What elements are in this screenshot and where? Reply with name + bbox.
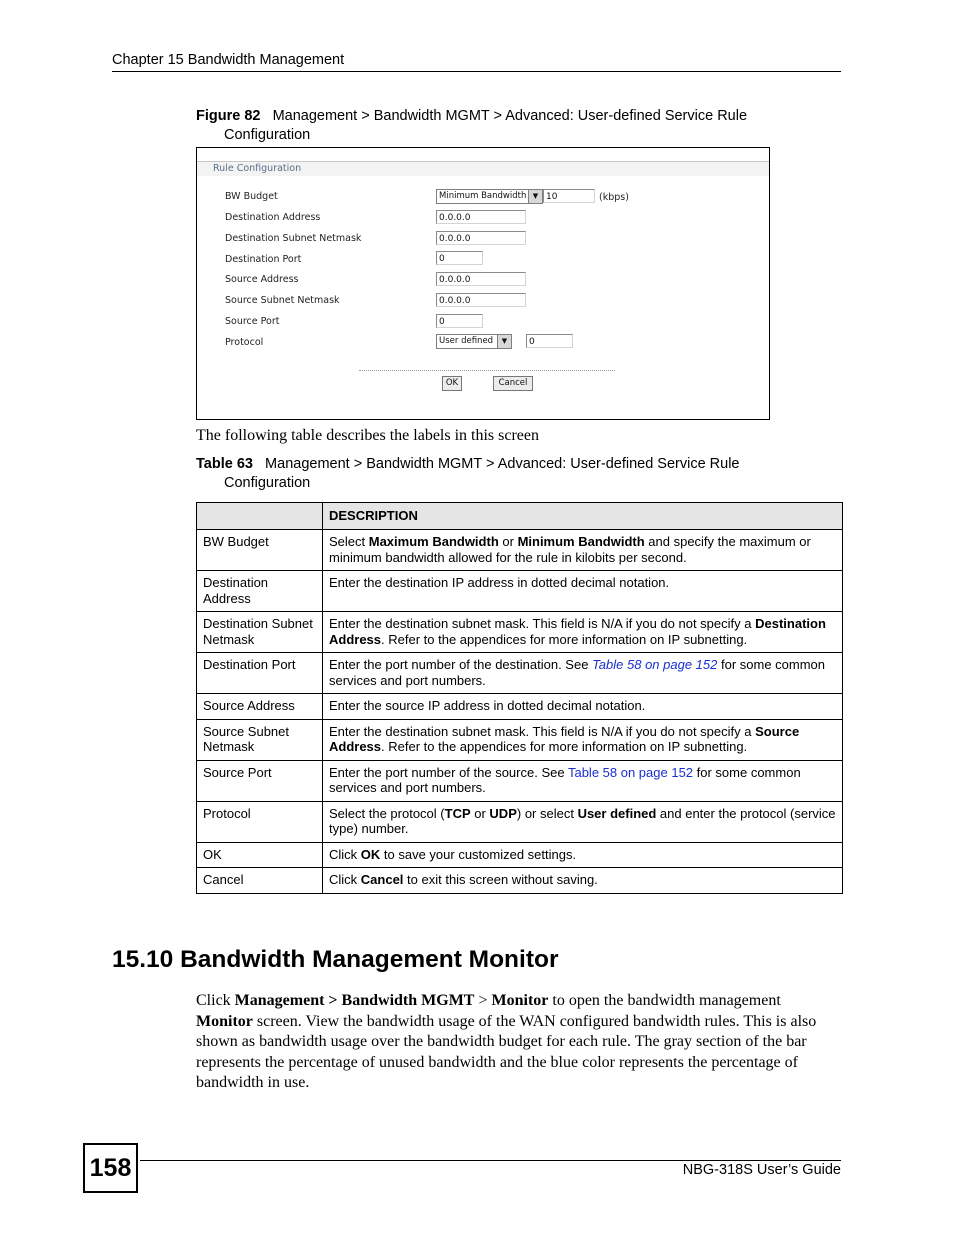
row-description <box>323 719 843 760</box>
section-title: 15.10 Bandwidth Management Monitor <box>112 946 559 973</box>
row-label: OK <box>197 842 323 868</box>
destination-port-label: Destination Port <box>225 254 302 265</box>
chapter-header: Chapter 15 Bandwidth Management <box>112 52 345 68</box>
text-run: > <box>474 992 492 1009</box>
text-run: or <box>470 805 490 821</box>
bold-term: User defined <box>577 805 657 821</box>
row-label: Destination Address <box>197 571 323 612</box>
description-table <box>196 502 843 894</box>
table-caption-line1: Management > Bandwidth MGMT > Advanced: User-defined Service Rule <box>265 456 740 472</box>
table-row <box>197 530 843 571</box>
row-description <box>323 694 843 720</box>
protocol-number-input[interactable]: 0 <box>526 334 573 348</box>
source-address-label: Source Address <box>225 274 299 285</box>
text-run: for some common services and port numbers. <box>329 764 801 795</box>
bold-term: Destination Address <box>329 616 826 647</box>
table-row <box>197 571 843 612</box>
table-row <box>197 842 843 868</box>
row-description <box>323 653 843 694</box>
text-run: Enter the port number of the destination. See <box>329 657 593 672</box>
table-row <box>197 760 843 801</box>
table-row <box>197 719 843 760</box>
bold-term: UDP <box>489 805 517 821</box>
row-label: Destination Subnet Netmask <box>197 612 323 653</box>
table-row <box>197 801 843 842</box>
bold-term: Minimum Bandwidth <box>517 534 645 549</box>
text-run: for some common services and port numbers. <box>329 657 826 688</box>
destination-address-input[interactable]: 0.0.0.0 <box>436 210 526 224</box>
text-run: Enter the destination subnet mask. This field is N/A if you do not specify a <box>329 723 756 739</box>
protocol-label: Protocol <box>225 337 264 348</box>
row-label: Cancel <box>197 868 323 894</box>
text-run: Select the protocol ( <box>329 805 445 821</box>
text-run: Click <box>196 992 235 1009</box>
text-run: Enter the source IP address in dotted decimal notation. <box>329 698 646 713</box>
text-run: or <box>498 534 518 549</box>
bold-term: TCP <box>444 805 471 821</box>
text-run: Enter the port number of the source. See <box>329 764 568 780</box>
bw-unit-label: (kbps) <box>599 192 629 203</box>
bold-term: Monitor <box>491 992 549 1009</box>
chevron-down-icon: ▼ <box>528 190 542 203</box>
row-label: Source Subnet Netmask <box>197 719 323 760</box>
cross-reference-link[interactable]: Table 58 on page 152 <box>592 657 718 672</box>
rule-configuration-screenshot <box>196 147 770 420</box>
bold-term: Source Address <box>329 723 800 754</box>
text-run: . Refer to the appendices for more information on IP subnetting. <box>381 739 748 754</box>
bold-term: Management > Bandwidth MGMT <box>234 992 475 1009</box>
ok-button[interactable]: OK <box>442 376 462 391</box>
row-description <box>323 801 843 842</box>
figure-label: Figure 82 <box>196 108 261 124</box>
table-caption <box>196 455 740 493</box>
destination-netmask-label: Destination Subnet Netmask <box>225 233 362 244</box>
bw-budget-select-value: Minimum Bandwidth <box>439 191 527 201</box>
table-header-row <box>197 503 843 530</box>
button-divider <box>359 370 615 371</box>
table-row <box>197 653 843 694</box>
table-row <box>197 868 843 894</box>
text-run: and enter the protocol (service type) number. <box>329 805 836 836</box>
figure-caption-line2: Configuration <box>224 127 311 143</box>
rule-configuration-title-bar <box>197 161 769 176</box>
table-caption-line2: Configuration <box>224 475 311 491</box>
bw-budget-label: BW Budget <box>225 191 278 202</box>
figure-caption <box>196 107 747 145</box>
text-run: Click <box>329 872 361 887</box>
row-label: Source Port <box>197 760 323 801</box>
bw-budget-select[interactable] <box>436 189 543 204</box>
row-description <box>323 530 843 571</box>
table-row <box>197 694 843 720</box>
source-netmask-label: Source Subnet Netmask <box>225 295 340 306</box>
source-port-input[interactable]: 0 <box>436 314 483 328</box>
row-label: BW Budget <box>197 530 323 571</box>
text-run: . Refer to the appendices for more information on IP subnetting. <box>381 631 748 647</box>
section-body <box>196 991 841 1094</box>
bold-term: OK <box>360 846 381 862</box>
chevron-down-icon: ▼ <box>497 335 511 348</box>
row-description <box>323 612 843 653</box>
text-run: Enter the destination subnet mask. This field is N/A if you do not specify a <box>329 616 756 631</box>
table-header-label <box>197 503 323 530</box>
text-run: ) or select <box>516 805 578 821</box>
text-run: to open the bandwidth management <box>548 992 781 1009</box>
text-run: screen. View the bandwidth usage of the WAN configured bandwidth rules. This is also shown as bandwidth usage over the bandwidth budget for each rule. The gray section of the bar represents the percentage of unused bandwidth and the blue color represents the percentage of bandwidth in use. <box>196 1012 817 1091</box>
text-run: to exit this screen without saving. <box>403 872 598 887</box>
bw-budget-input[interactable]: 10 <box>543 189 595 203</box>
row-label: Source Address <box>197 694 323 720</box>
row-description <box>323 868 843 894</box>
row-description <box>323 571 843 612</box>
text-run: Select <box>329 534 369 549</box>
row-description <box>323 842 843 868</box>
row-label: Destination Port <box>197 653 323 694</box>
text-run: Enter the destination IP address in dotted decimal notation. <box>329 575 670 590</box>
header-rule <box>112 71 841 72</box>
protocol-select-value: User defined <box>439 336 494 346</box>
page-number: 158 <box>83 1143 138 1193</box>
intro-text: The following table describes the labels in this screen <box>196 427 540 444</box>
text-run: to save your customized settings. <box>380 846 577 862</box>
footer-rule <box>140 1160 841 1161</box>
bold-term: Maximum Bandwidth <box>368 534 499 549</box>
bold-term: Monitor <box>196 1012 253 1030</box>
source-port-label: Source Port <box>225 316 280 327</box>
cross-reference-link[interactable]: Table 58 on page 152 <box>567 764 694 780</box>
cancel-button[interactable]: Cancel <box>493 376 533 391</box>
guide-title: NBG-318S User’s Guide <box>682 1162 841 1178</box>
figure-caption-line1: Management > Bandwidth MGMT > Advanced: User-defined Service Rule <box>272 108 748 124</box>
text-run: and specify the maximum or minimum bandwidth allowed for the rule in kilobits per second. <box>329 534 811 565</box>
destination-address-label: Destination Address <box>225 212 321 223</box>
protocol-select[interactable] <box>436 334 512 349</box>
row-description <box>323 760 843 801</box>
rule-configuration-title: Rule Configuration <box>213 163 302 174</box>
destination-port-input[interactable]: 0 <box>436 251 483 265</box>
table-label: Table 63 <box>196 456 253 472</box>
text-run: Click <box>329 846 361 862</box>
bold-term: Cancel <box>360 872 404 887</box>
row-label: Protocol <box>197 801 323 842</box>
table-header-description: DESCRIPTION <box>323 503 843 530</box>
destination-netmask-input[interactable]: 0.0.0.0 <box>436 231 526 245</box>
source-netmask-input[interactable]: 0.0.0.0 <box>436 293 526 307</box>
source-address-input[interactable]: 0.0.0.0 <box>436 272 526 286</box>
table-row <box>197 612 843 653</box>
